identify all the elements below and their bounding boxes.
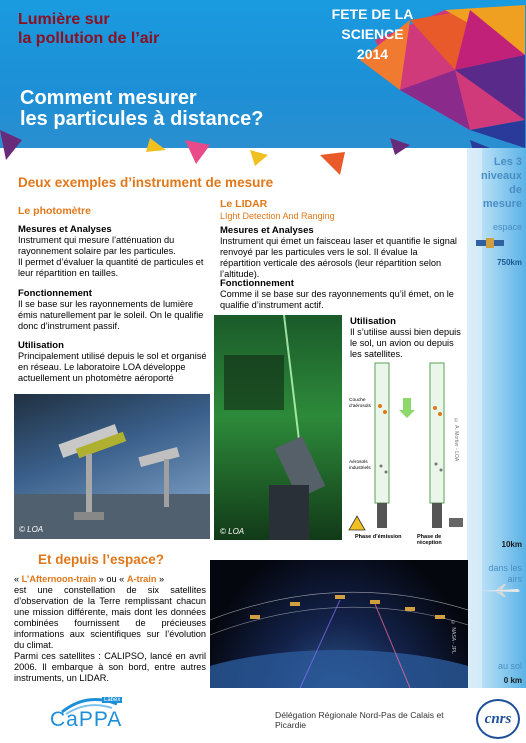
lidar-h2: Fonctionnement bbox=[220, 278, 294, 289]
diagram-phase-emission: Phase d’émission bbox=[355, 534, 402, 540]
space-text bbox=[14, 574, 206, 684]
level-space-label: espace bbox=[492, 222, 522, 232]
cappa-logo bbox=[42, 690, 132, 738]
space-p1: est une constellation de six satellites d’observation de la Terre remplissant chacun une mission différente, mais dont les données combinées fournissent de précieuses informations aux scientifiques sur l’évolution du climat. bbox=[14, 585, 206, 650]
lidar-title: Le LIDAR bbox=[220, 198, 268, 210]
lidar-subtitle: LIght Detection And Ranging bbox=[220, 211, 335, 221]
labex-badge: Labex bbox=[104, 697, 121, 703]
a-train-image bbox=[210, 560, 468, 688]
photometre-h3: Utilisation bbox=[18, 340, 64, 351]
photometre-title: Le photomètre bbox=[18, 205, 91, 217]
cappa-logo-text: CaPPA bbox=[50, 708, 123, 731]
photometre-illustration bbox=[14, 394, 210, 539]
brand-line-2: la pollution de l’air bbox=[18, 30, 160, 47]
lidar-p1: Instrument qui émet un faisceau laser et quantifie le signal renvoyé par les particules vers le sol. Il évalue la répartition verticale des aérosols (leur répartition selon l’altitude). bbox=[220, 236, 457, 279]
photometre-p1a: Instrument qui mesure l’atténuation du rayonnement solaire par les particules. bbox=[18, 235, 176, 256]
brand-title bbox=[18, 10, 238, 48]
diagram-label-couche: Couche d’aérosols bbox=[349, 398, 371, 409]
a-train-credit: © NASA - JPL bbox=[450, 620, 456, 654]
level-air-line-2: airs bbox=[507, 574, 522, 584]
satellite-icon bbox=[474, 232, 504, 254]
lidar-p2: Comme il se base sur des rayonnements qu’il émet, on le qualifie d’instrument actif. bbox=[220, 289, 454, 310]
photometre-photo bbox=[14, 394, 210, 539]
space-p2: Parmi ces satellites : CALIPSO, lancé en avril 2006. Il embarque à son bord, entre autres instruments, un LIDAR. bbox=[14, 651, 206, 683]
diagram-credit: © A. Mortier - LOA bbox=[453, 418, 459, 462]
lidar-h1: Mesures et Analyses bbox=[220, 225, 314, 236]
lidar-credit: © LOA bbox=[220, 527, 245, 536]
event-line-2: 2014 bbox=[356, 46, 389, 62]
levels-heading-line-2: niveaux bbox=[481, 170, 522, 182]
event-title bbox=[300, 4, 445, 64]
cnrs-logo bbox=[476, 699, 520, 739]
level-air-line-1: dans les bbox=[488, 563, 522, 573]
a-train-name-1: L’Afternoon-train bbox=[21, 574, 97, 584]
photometre-p1b: Il permet d’évaluer la quantité de particules et leur répartition en tailles. bbox=[18, 257, 204, 278]
altitude-750: 750km bbox=[497, 258, 522, 267]
a-train-illustration bbox=[210, 560, 468, 688]
photometre-h2: Fonctionnement bbox=[18, 288, 92, 299]
photometre-p1 bbox=[18, 235, 213, 279]
diagram-phase-reception: Phase de réception bbox=[417, 534, 442, 546]
levels-heading bbox=[466, 155, 522, 211]
altitude-0: 0 km bbox=[503, 676, 522, 685]
space-title: Et depuis l’espace? bbox=[38, 552, 165, 567]
lidar-diagram-svg bbox=[345, 358, 467, 548]
photometre-h1: Mesures et Analyses bbox=[18, 224, 112, 235]
levels-heading-line-3: de bbox=[509, 184, 522, 196]
lidar-p3: Il s’utilise aussi bien depuis le sol, un avion ou depuis les satellites. bbox=[350, 327, 461, 359]
lidar-illustration bbox=[214, 315, 342, 540]
brand-line-1: Lumière sur bbox=[18, 11, 110, 28]
examples-title: Deux exemples d’instrument de mesure bbox=[18, 175, 274, 190]
event-line-1: FETE DE LA SCIENCE bbox=[331, 6, 414, 42]
delegation-text: Délégation Régionale Nord-Pas de Calais et Picardie bbox=[275, 710, 444, 730]
level-ground-label: au sol bbox=[497, 661, 522, 671]
photometre-p2: Il se base sur les rayonnements de lumière émis naturellement par le soleil. On le qualifie donc d’instrument passif. bbox=[18, 299, 204, 331]
levels-heading-line-4: mesure bbox=[482, 198, 522, 210]
photometre-credit: © LOA bbox=[19, 525, 44, 534]
lidar-photo bbox=[214, 315, 342, 540]
main-title bbox=[20, 88, 350, 130]
a-train-names: « L’Afternoon-train » ou « A-train » bbox=[14, 574, 165, 584]
a-train-name-2: A-train bbox=[126, 574, 157, 584]
levels-heading-line-1: Les 3 bbox=[493, 156, 522, 168]
airplane-icon bbox=[478, 582, 522, 598]
lidar-h3: Utilisation bbox=[350, 316, 396, 327]
main-title-line-2: les particules à distance? bbox=[20, 108, 264, 130]
lidar-diagram bbox=[345, 358, 467, 548]
cnrs-logo-text: cnrs bbox=[484, 710, 512, 727]
altitude-10: 10km bbox=[501, 540, 522, 549]
main-title-line-1: Comment mesurer bbox=[20, 87, 197, 109]
diagram-label-industriels: Aérosols industriels bbox=[349, 460, 371, 471]
photometre-p3: Principalement utilisé depuis le sol et organisé en réseau. Le laboratoire LOA développe actuellement un photomètre aéroporté bbox=[18, 351, 207, 383]
